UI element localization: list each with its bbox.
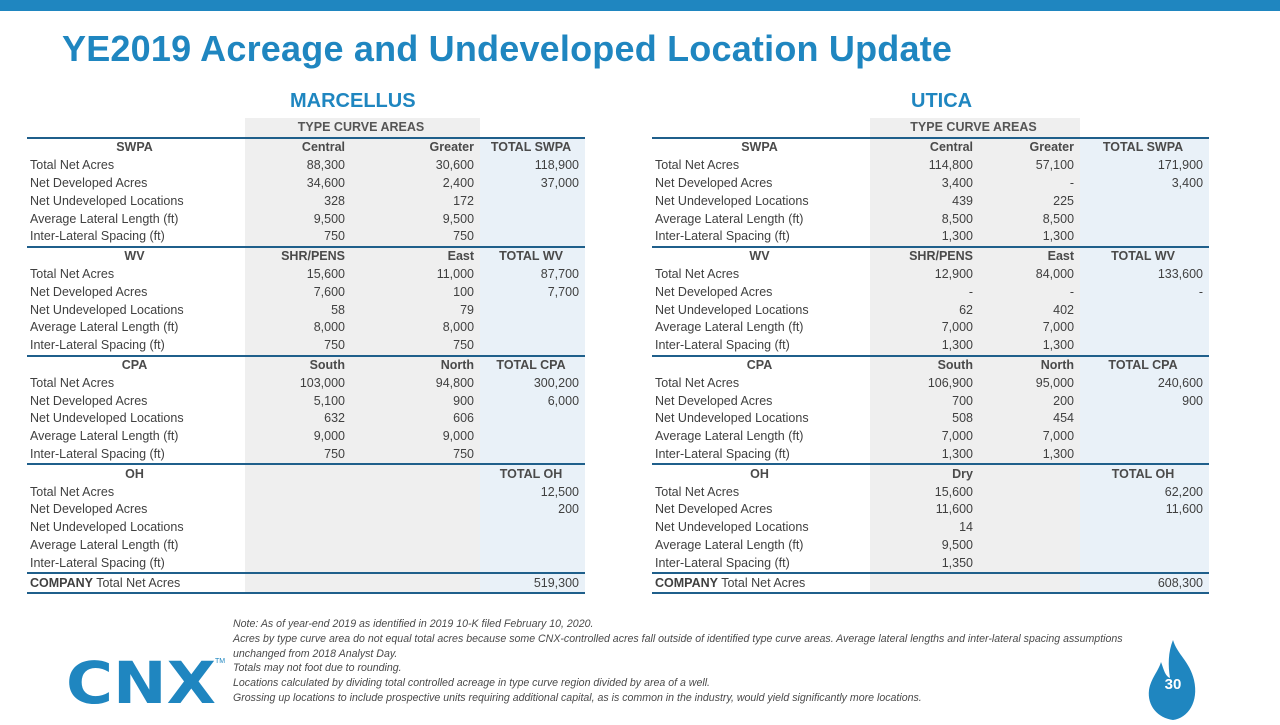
column-header: SHR/PENS xyxy=(870,247,979,266)
cell-value: 7,000 xyxy=(979,319,1080,337)
table-row xyxy=(27,228,585,247)
row-label: Total Net Acres xyxy=(30,484,115,499)
cell-value: 328 xyxy=(245,192,351,210)
section-header-row xyxy=(652,356,1209,375)
row-label: Net Developed Acres xyxy=(30,175,148,190)
row-label: Net Undeveloped Locations xyxy=(30,302,184,317)
total-value xyxy=(1080,337,1209,356)
column-header: Dry xyxy=(870,464,979,483)
cell-value: 750 xyxy=(245,337,351,356)
type-curve-row xyxy=(27,118,585,138)
total-value: 118,900 xyxy=(480,157,585,175)
row-label: Average Lateral Length (ft) xyxy=(655,537,804,552)
section-header-row xyxy=(652,138,1209,157)
blank-cell xyxy=(351,573,480,593)
row-label: Net Undeveloped Locations xyxy=(655,411,809,426)
table-row xyxy=(652,519,1209,537)
row-label: Net Undeveloped Locations xyxy=(655,520,809,535)
table-row xyxy=(652,157,1209,175)
column-header: Greater xyxy=(351,138,480,157)
cell-value: 1,300 xyxy=(979,446,1080,465)
row-label: Total Net Acres xyxy=(30,266,115,281)
total-value: 6,000 xyxy=(480,392,585,410)
top-accent-bar xyxy=(0,0,1280,11)
total-value xyxy=(1080,537,1209,555)
row-label: Total Net Acres xyxy=(30,158,115,173)
column-header: South xyxy=(245,356,351,375)
section-name: WV xyxy=(27,247,245,266)
cell-value: 2,400 xyxy=(351,175,480,193)
type-curve-areas-label: TYPE CURVE AREAS xyxy=(245,118,480,138)
total-value: 7,700 xyxy=(480,283,585,301)
row-label: Net Undeveloped Locations xyxy=(655,302,809,317)
row-label: Net Developed Acres xyxy=(655,393,773,408)
table-row xyxy=(27,392,585,410)
cell-value: 1,350 xyxy=(870,554,979,573)
cell-value: 57,100 xyxy=(979,157,1080,175)
table-row xyxy=(652,266,1209,284)
total-value: 3,400 xyxy=(1080,175,1209,193)
total-value xyxy=(480,519,585,537)
total-value xyxy=(1080,410,1209,428)
row-label: Total Net Acres xyxy=(30,375,115,390)
row-label: Average Lateral Length (ft) xyxy=(655,320,804,335)
footnote: Totals may not foot due to rounding. xyxy=(233,662,402,675)
table-row xyxy=(27,446,585,465)
cell-value xyxy=(979,483,1080,501)
total-column-header: TOTAL WV xyxy=(1080,247,1209,266)
row-label: Net Undeveloped Locations xyxy=(655,193,809,208)
total-value xyxy=(480,428,585,446)
table-row xyxy=(652,301,1209,319)
cell-value: 30,600 xyxy=(351,157,480,175)
cell-value: 95,000 xyxy=(979,374,1080,392)
section-header-row xyxy=(27,138,585,157)
column-header: East xyxy=(351,247,480,266)
cell-value: 439 xyxy=(870,192,979,210)
cell-value: 94,800 xyxy=(351,374,480,392)
section-name: CPA xyxy=(652,356,870,375)
row-label: Total Net Acres xyxy=(655,375,740,390)
cell-value xyxy=(979,554,1080,573)
total-column-header: TOTAL SWPA xyxy=(480,138,585,157)
cell-value: 8,500 xyxy=(979,210,1080,228)
table-row xyxy=(652,554,1209,573)
row-label: Net Developed Acres xyxy=(30,393,148,408)
cell-value: 8,000 xyxy=(245,319,351,337)
table-row xyxy=(652,428,1209,446)
cell-value: 11,000 xyxy=(351,266,480,284)
column-header: East xyxy=(979,247,1080,266)
blank-cell xyxy=(979,573,1080,593)
row-label: Net Developed Acres xyxy=(655,284,773,299)
table-row xyxy=(27,283,585,301)
cell-value: 632 xyxy=(245,410,351,428)
company-total-label xyxy=(27,573,245,593)
cell-value: 106,900 xyxy=(870,374,979,392)
table-row xyxy=(27,410,585,428)
cell-value: 508 xyxy=(870,410,979,428)
column-header xyxy=(351,464,480,483)
blank-cell xyxy=(1080,118,1209,138)
total-value xyxy=(1080,428,1209,446)
cell-value: 1,300 xyxy=(870,228,979,247)
company-total-row xyxy=(652,573,1209,593)
cell-value: 200 xyxy=(979,392,1080,410)
footnote: Grossing up locations to include prospective units requiring additional capital, as is common in the industry, would yield significantly more locations. xyxy=(233,691,922,704)
cell-value xyxy=(979,537,1080,555)
cell-value xyxy=(351,483,480,501)
cell-value: 7,000 xyxy=(870,428,979,446)
section-name: WV xyxy=(652,247,870,266)
total-value: 200 xyxy=(480,501,585,519)
table-row xyxy=(27,554,585,573)
cell-value: - xyxy=(979,175,1080,193)
table-row xyxy=(652,374,1209,392)
column-header: North xyxy=(351,356,480,375)
table-row xyxy=(652,175,1209,193)
total-value xyxy=(480,210,585,228)
total-value: 37,000 xyxy=(480,175,585,193)
cell-value: 103,000 xyxy=(245,374,351,392)
cell-value: 12,900 xyxy=(870,266,979,284)
row-label: Total Net Acres xyxy=(655,158,740,173)
table-row xyxy=(27,428,585,446)
total-value xyxy=(1080,192,1209,210)
row-label: Average Lateral Length (ft) xyxy=(30,429,179,444)
cell-value: - xyxy=(870,283,979,301)
type-curve-areas-label: TYPE CURVE AREAS xyxy=(870,118,1080,138)
cell-value: 750 xyxy=(351,337,480,356)
row-label: Net Undeveloped Locations xyxy=(30,411,184,426)
blank-cell xyxy=(27,118,245,138)
utica-heading: UTICA xyxy=(911,90,973,112)
total-value: - xyxy=(1080,283,1209,301)
cell-value: 454 xyxy=(979,410,1080,428)
row-label: Inter-Lateral Spacing (ft) xyxy=(655,446,790,461)
company-total-row xyxy=(27,573,585,593)
company-total-label xyxy=(652,573,870,593)
table-row xyxy=(652,319,1209,337)
cell-value: - xyxy=(979,283,1080,301)
total-column-header: TOTAL CPA xyxy=(1080,356,1209,375)
row-label: Average Lateral Length (ft) xyxy=(30,211,179,226)
footnotes xyxy=(233,617,1133,706)
cell-value: 750 xyxy=(351,446,480,465)
table-row xyxy=(27,157,585,175)
table-row xyxy=(27,337,585,356)
column-header xyxy=(245,464,351,483)
total-value xyxy=(480,301,585,319)
section-header-row xyxy=(27,247,585,266)
cell-value xyxy=(351,501,480,519)
section-header-row xyxy=(652,464,1209,483)
cell-value: 8,000 xyxy=(351,319,480,337)
total-value xyxy=(1080,519,1209,537)
column-header: SHR/PENS xyxy=(245,247,351,266)
table-row xyxy=(652,228,1209,247)
cell-value xyxy=(351,519,480,537)
section-name: SWPA xyxy=(27,138,245,157)
total-value xyxy=(480,554,585,573)
column-header: Greater xyxy=(979,138,1080,157)
total-value xyxy=(480,192,585,210)
page-number: 30 xyxy=(1164,676,1182,693)
cell-value: 114,800 xyxy=(870,157,979,175)
row-label: Average Lateral Length (ft) xyxy=(30,320,179,335)
row-label: Inter-Lateral Spacing (ft) xyxy=(655,555,790,570)
total-value: 12,500 xyxy=(480,483,585,501)
logo-tm: TM xyxy=(215,658,226,665)
marcellus-heading: MARCELLUS xyxy=(290,90,416,112)
row-label: Inter-Lateral Spacing (ft) xyxy=(30,446,165,461)
total-value xyxy=(1080,446,1209,465)
row-label: Net Undeveloped Locations xyxy=(30,520,184,535)
cell-value: 1,300 xyxy=(870,446,979,465)
total-column-header: TOTAL CPA xyxy=(480,356,585,375)
total-value xyxy=(1080,319,1209,337)
table-row xyxy=(652,446,1209,465)
cell-value: 14 xyxy=(870,519,979,537)
cell-value: 84,000 xyxy=(979,266,1080,284)
section-name: SWPA xyxy=(652,138,870,157)
total-value: 11,600 xyxy=(1080,501,1209,519)
table-row xyxy=(27,192,585,210)
column-header: Central xyxy=(245,138,351,157)
total-column-header: TOTAL SWPA xyxy=(1080,138,1209,157)
company-word: COMPANY xyxy=(655,575,718,590)
blank-cell xyxy=(245,573,351,593)
total-value xyxy=(480,228,585,247)
total-value xyxy=(1080,301,1209,319)
total-value xyxy=(1080,554,1209,573)
footnote: Acres by type curve area do not equal total acres because some CNX-controlled acres fall outside of identified type curve areas. Average lateral lengths and inter-lateral spacing assumptions unchanged from 2018 Analyst Day. xyxy=(233,632,1123,660)
cell-value: 58 xyxy=(245,301,351,319)
cell-value: 9,500 xyxy=(870,537,979,555)
cell-value xyxy=(979,501,1080,519)
cell-value: 62 xyxy=(870,301,979,319)
section-name: OH xyxy=(27,464,245,483)
column-header: Central xyxy=(870,138,979,157)
blank-cell xyxy=(480,118,585,138)
cell-value: 15,600 xyxy=(870,483,979,501)
table-row xyxy=(652,210,1209,228)
company-total-value: 519,300 xyxy=(480,573,585,593)
total-value xyxy=(480,337,585,356)
company-total-value: 608,300 xyxy=(1080,573,1209,593)
cell-value: 172 xyxy=(351,192,480,210)
total-value xyxy=(1080,210,1209,228)
total-value: 133,600 xyxy=(1080,266,1209,284)
total-value xyxy=(480,319,585,337)
table-row xyxy=(652,410,1209,428)
cell-value: 750 xyxy=(245,228,351,247)
section-header-row xyxy=(652,247,1209,266)
blank-cell xyxy=(652,118,870,138)
total-value xyxy=(480,446,585,465)
total-value: 171,900 xyxy=(1080,157,1209,175)
row-label: Net Developed Acres xyxy=(655,502,773,517)
table-row xyxy=(27,483,585,501)
cell-value: 700 xyxy=(870,392,979,410)
cell-value xyxy=(979,519,1080,537)
cell-value: 100 xyxy=(351,283,480,301)
table-row xyxy=(27,537,585,555)
cell-value: 1,300 xyxy=(979,228,1080,247)
table-row xyxy=(27,319,585,337)
row-label: Average Lateral Length (ft) xyxy=(30,537,179,552)
total-value: 62,200 xyxy=(1080,483,1209,501)
table-row xyxy=(27,301,585,319)
row-label: Average Lateral Length (ft) xyxy=(655,429,804,444)
table-row xyxy=(652,537,1209,555)
cell-value: 9,500 xyxy=(245,210,351,228)
cnx-logo-mark xyxy=(66,653,228,707)
row-label: Net Developed Acres xyxy=(30,284,148,299)
company-label-text: Total Net Acres xyxy=(92,575,181,590)
cell-value: 900 xyxy=(351,392,480,410)
total-value: 300,200 xyxy=(480,374,585,392)
row-label: Inter-Lateral Spacing (ft) xyxy=(655,338,790,353)
total-value: 240,600 xyxy=(1080,374,1209,392)
cell-value: 1,300 xyxy=(870,337,979,356)
row-label: Inter-Lateral Spacing (ft) xyxy=(30,555,165,570)
table-row xyxy=(652,192,1209,210)
total-value: 87,700 xyxy=(480,266,585,284)
cell-value xyxy=(351,537,480,555)
cell-value: 79 xyxy=(351,301,480,319)
row-label: Inter-Lateral Spacing (ft) xyxy=(30,338,165,353)
cell-value: 88,300 xyxy=(245,157,351,175)
company-label-text: Total Net Acres xyxy=(717,575,806,590)
table-row xyxy=(27,519,585,537)
page-title: YE2019 Acreage and Undeveloped Location Update xyxy=(62,28,953,69)
table-row xyxy=(27,501,585,519)
cell-value: 1,300 xyxy=(979,337,1080,356)
cell-value: 225 xyxy=(979,192,1080,210)
row-label: Inter-Lateral Spacing (ft) xyxy=(655,229,790,244)
column-header xyxy=(979,464,1080,483)
cell-value xyxy=(351,554,480,573)
table-row xyxy=(27,175,585,193)
cell-value xyxy=(245,483,351,501)
table-row xyxy=(27,210,585,228)
cell-value: 750 xyxy=(245,446,351,465)
cell-value: 8,500 xyxy=(870,210,979,228)
cell-value xyxy=(245,501,351,519)
cell-value: 7,600 xyxy=(245,283,351,301)
cell-value: 9,000 xyxy=(351,428,480,446)
row-label: Net Undeveloped Locations xyxy=(30,193,184,208)
total-value xyxy=(480,537,585,555)
cell-value: 11,600 xyxy=(870,501,979,519)
cell-value xyxy=(245,554,351,573)
cell-value: 3,400 xyxy=(870,175,979,193)
cell-value: 750 xyxy=(351,228,480,247)
cnx-logo xyxy=(66,653,228,712)
table-row xyxy=(652,337,1209,356)
table-row xyxy=(652,283,1209,301)
column-header: North xyxy=(979,356,1080,375)
row-label: Net Developed Acres xyxy=(30,502,148,517)
table-row xyxy=(27,266,585,284)
row-label: Net Developed Acres xyxy=(655,175,773,190)
cell-value: 7,000 xyxy=(870,319,979,337)
logo-text: CNX xyxy=(66,653,216,707)
total-value: 900 xyxy=(1080,392,1209,410)
column-header: South xyxy=(870,356,979,375)
table-row xyxy=(652,483,1209,501)
row-label: Total Net Acres xyxy=(655,266,740,281)
cell-value: 9,500 xyxy=(351,210,480,228)
cell-value: 7,000 xyxy=(979,428,1080,446)
total-value xyxy=(480,410,585,428)
section-name: CPA xyxy=(27,356,245,375)
blank-cell xyxy=(870,573,979,593)
total-column-header: TOTAL WV xyxy=(480,247,585,266)
row-label: Inter-Lateral Spacing (ft) xyxy=(30,229,165,244)
row-label: Total Net Acres xyxy=(655,484,740,499)
cell-value: 402 xyxy=(979,301,1080,319)
section-header-row xyxy=(27,356,585,375)
footnote: Locations calculated by dividing total controlled acreage in type curve region divided by area of a well. xyxy=(233,677,711,690)
total-column-header: TOTAL OH xyxy=(480,464,585,483)
cell-value: 15,600 xyxy=(245,266,351,284)
row-label: Average Lateral Length (ft) xyxy=(655,211,804,226)
table-row xyxy=(652,501,1209,519)
cell-value: 606 xyxy=(351,410,480,428)
cell-value: 9,000 xyxy=(245,428,351,446)
type-curve-row xyxy=(652,118,1209,138)
utica-table xyxy=(652,118,1209,594)
total-value xyxy=(1080,228,1209,247)
cell-value xyxy=(245,519,351,537)
company-word: COMPANY xyxy=(30,575,93,590)
cell-value xyxy=(245,537,351,555)
total-column-header: TOTAL OH xyxy=(1080,464,1209,483)
marcellus-table xyxy=(27,118,585,594)
cell-value: 34,600 xyxy=(245,175,351,193)
table-row xyxy=(652,392,1209,410)
table-row xyxy=(27,374,585,392)
section-name: OH xyxy=(652,464,870,483)
cell-value: 5,100 xyxy=(245,392,351,410)
footnote: Note: As of year-end 2019 as identified in 2019 10-K filed February 10, 2020. xyxy=(233,618,594,630)
section-header-row xyxy=(27,464,585,483)
